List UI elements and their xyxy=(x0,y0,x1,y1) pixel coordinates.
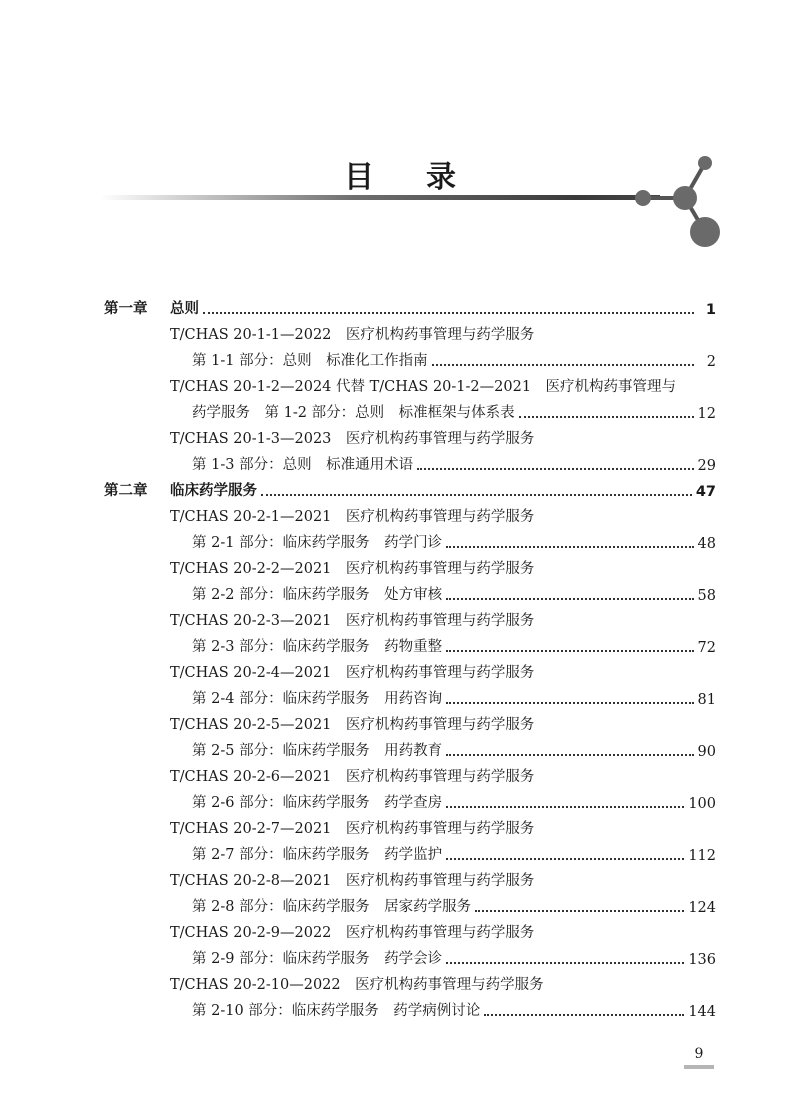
toc-page-number: 2 xyxy=(706,354,716,370)
toc-part-row[interactable] xyxy=(104,344,716,370)
toc-chapter-title: 总则 xyxy=(170,301,199,317)
toc-page-number: 136 xyxy=(688,952,716,968)
toc-part-row[interactable] xyxy=(104,578,716,604)
page-number-bar xyxy=(684,1065,714,1069)
toc-part-row[interactable] xyxy=(104,448,716,474)
toc-standard-row[interactable] xyxy=(104,812,716,838)
toc-page-number: 1 xyxy=(705,302,716,318)
toc-standard-text: T/CHAS 20-2-4—2021 医疗机构药事管理与药学服务 xyxy=(170,665,535,681)
toc-part-text: 第 1-1 部分：总则 标准化工作指南 xyxy=(192,353,428,369)
toc-page-number: 124 xyxy=(688,900,716,916)
toc-standard-text: T/CHAS 20-2-1—2021 医疗机构药事管理与药学服务 xyxy=(170,509,535,525)
toc-part-row[interactable] xyxy=(104,838,716,864)
toc-leader-dots xyxy=(261,493,692,496)
toc-part-row[interactable] xyxy=(104,734,716,760)
toc-leader-dots xyxy=(446,649,693,652)
toc-standard-row[interactable] xyxy=(104,604,716,630)
toc-chapter-row[interactable] xyxy=(104,292,716,318)
toc-part-row[interactable] xyxy=(104,942,716,968)
toc-leader-dots xyxy=(417,467,693,470)
toc-standard-text: T/CHAS 20-2-9—2022 医疗机构药事管理与药学服务 xyxy=(170,925,535,941)
molecule-icon xyxy=(610,145,730,255)
toc-part-row[interactable] xyxy=(104,786,716,812)
toc-part-text: 第 2-6 部分：临床药学服务 药学查房 xyxy=(192,795,443,811)
toc-part-text: 第 2-9 部分：临床药学服务 药学会诊 xyxy=(192,951,443,967)
toc-part-text: 第 2-3 部分：临床药学服务 药物重整 xyxy=(192,639,443,655)
toc-part-row[interactable] xyxy=(104,682,716,708)
toc-page-number: 144 xyxy=(688,1004,716,1020)
toc-standard-text: T/CHAS 20-2-2—2021 医疗机构药事管理与药学服务 xyxy=(170,561,535,577)
toc-part-text: 第 2-7 部分：临床药学服务 药学监护 xyxy=(192,847,443,863)
toc-leader-dots xyxy=(446,753,693,756)
toc-chapter-row[interactable] xyxy=(104,474,716,500)
toc-page-number: 48 xyxy=(697,536,716,552)
toc-page-number: 12 xyxy=(697,406,716,422)
toc-part-text: 第 2-4 部分：临床药学服务 用药咨询 xyxy=(192,691,443,707)
toc-standard-text: T/CHAS 20-1-2—2024 代替 T/CHAS 20-1-2—2021 医疗机构药事管理与 xyxy=(170,379,677,395)
toc-leader-dots xyxy=(203,311,694,314)
toc-standard-text: T/CHAS 20-1-3—2023 医疗机构药事管理与药学服务 xyxy=(170,431,535,447)
toc-leader-dots xyxy=(446,597,693,600)
toc-leader-dots xyxy=(475,909,684,912)
toc-standard-row[interactable] xyxy=(104,864,716,890)
title-char-1: 目 xyxy=(344,160,400,195)
toc-part-text: 第 1-3 部分：总则 标准通用术语 xyxy=(192,457,414,473)
toc-chapter-title: 临床药学服务 xyxy=(170,483,257,499)
toc-standard-row[interactable] xyxy=(104,708,716,734)
toc-standard-row[interactable] xyxy=(104,422,716,448)
toc-chapter-label: 第一章 xyxy=(104,301,148,317)
toc-leader-dots xyxy=(484,1013,684,1016)
toc-standard-row[interactable] xyxy=(104,916,716,942)
toc-part-row[interactable] xyxy=(104,890,716,916)
toc-standard-row[interactable] xyxy=(104,500,716,526)
toc-standard-row[interactable] xyxy=(104,370,716,396)
toc-standard-text: T/CHAS 20-2-10—2022 医疗机构药事管理与药学服务 xyxy=(170,977,544,993)
toc-leader-dots xyxy=(446,701,693,704)
toc-page-number: 81 xyxy=(697,692,716,708)
table-of-contents xyxy=(104,292,716,1020)
toc-standard-row[interactable] xyxy=(104,968,716,994)
toc-page-number: 47 xyxy=(695,484,716,500)
toc-standard-row[interactable] xyxy=(104,552,716,578)
toc-page-number: 72 xyxy=(697,640,716,656)
toc-part-text: 第 2-5 部分：临床药学服务 用药教育 xyxy=(192,743,443,759)
toc-leader-dots xyxy=(446,857,684,860)
toc-part-row[interactable] xyxy=(104,630,716,656)
toc-standard-row[interactable] xyxy=(104,318,716,344)
toc-part-text: 药学服务 第 1-2 部分：总则 标准框架与体系表 xyxy=(192,405,515,421)
toc-part-text: 第 2-2 部分：临床药学服务 处方审核 xyxy=(192,587,443,603)
toc-part-row[interactable] xyxy=(104,396,716,422)
toc-page-number: 29 xyxy=(697,458,716,474)
toc-part-text: 第 2-10 部分：临床药学服务 药学病例讨论 xyxy=(192,1003,481,1019)
toc-leader-dots xyxy=(519,415,694,418)
toc-standard-text: T/CHAS 20-2-6—2021 医疗机构药事管理与药学服务 xyxy=(170,769,535,785)
toc-standard-row[interactable] xyxy=(104,656,716,682)
toc-standard-text: T/CHAS 20-2-8—2021 医疗机构药事管理与药学服务 xyxy=(170,873,535,889)
toc-part-text: 第 2-8 部分：临床药学服务 居家药学服务 xyxy=(192,899,472,915)
toc-part-row[interactable] xyxy=(104,526,716,552)
toc-chapter-label: 第二章 xyxy=(104,483,148,499)
toc-standard-text: T/CHAS 20-2-7—2021 医疗机构药事管理与药学服务 xyxy=(170,821,535,837)
toc-leader-dots xyxy=(446,805,684,808)
toc-standard-text: T/CHAS 20-1-1—2022 医疗机构药事管理与药学服务 xyxy=(170,327,535,343)
page-number: 9 xyxy=(694,1046,704,1062)
toc-leader-dots xyxy=(446,961,684,964)
toc-leader-dots xyxy=(432,363,694,366)
title-rule xyxy=(100,195,660,200)
toc-standard-text: T/CHAS 20-2-3—2021 医疗机构药事管理与药学服务 xyxy=(170,613,535,629)
toc-standard-row[interactable] xyxy=(104,760,716,786)
toc-page-number: 90 xyxy=(697,744,716,760)
toc-leader-dots xyxy=(446,545,693,548)
toc-page-number: 112 xyxy=(688,848,716,864)
toc-page-number: 100 xyxy=(688,796,716,812)
toc-part-row[interactable] xyxy=(104,994,716,1020)
toc-page-number: 58 xyxy=(697,588,716,604)
title-char-2: 录 xyxy=(426,160,482,195)
toc-standard-text: T/CHAS 20-2-5—2021 医疗机构药事管理与药学服务 xyxy=(170,717,535,733)
toc-part-text: 第 2-1 部分：临床药学服务 药学门诊 xyxy=(192,535,443,551)
